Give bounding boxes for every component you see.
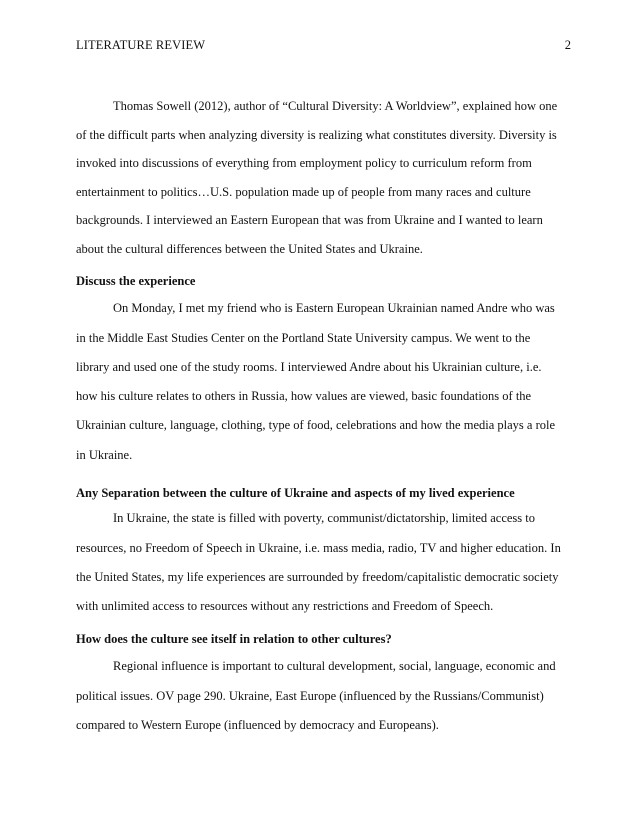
paragraph-line: Thomas Sowell (2012), author of “Cultural Diversity: A Worldview”, explained how one — [113, 99, 558, 113]
section-heading: How does the culture see itself in relation to other cultures? — [76, 632, 392, 646]
paragraph-line: Regional influence is important to cultural development, social, language, economic and — [113, 659, 556, 673]
paragraph-line: entertainment to politics…U.S. population made up of people from many races and culture — [76, 185, 531, 199]
section-heading: Discuss the experience — [76, 274, 196, 288]
paragraph-line: in Ukraine. — [76, 448, 133, 462]
paragraph-line: On Monday, I met my friend who is Eastern European Ukrainian named Andre who was — [113, 301, 555, 315]
paragraph-line: resources, no Freedom of Speech in Ukraine, i.e. mass media, radio, TV and higher education. In — [76, 541, 561, 555]
paragraph-line: of the difficult parts when analyzing diversity is realizing what constitutes diversity. Diversity is — [76, 128, 557, 142]
paragraph-line: library and used one of the study rooms. I interviewed Andre about his Ukrainian culture, i.e. — [76, 360, 542, 374]
paragraph-line: Ukrainian culture, language, clothing, type of food, celebrations and how the media plays a role — [76, 418, 556, 432]
paragraph-line: compared to Western Europe (influenced by democracy and Europeans). — [76, 718, 439, 732]
running-head: LITERATURE REVIEW — [76, 38, 206, 52]
paragraph-line: political issues. OV page 290. Ukraine, East Europe (influenced by the Russians/Communist) — [76, 689, 544, 703]
paragraph-line: In Ukraine, the state is filled with poverty, communist/dictatorship, limited access to — [113, 511, 536, 525]
paragraph-line: how his culture relates to others in Russia, how values are viewed, basic foundations of the — [76, 389, 532, 403]
paragraph-line: the United States, my life experiences are surrounded by freedom/capitalistic democratic society — [76, 570, 559, 584]
paragraph-line: in the Middle East Studies Center on the Portland State University campus. We went to the — [76, 331, 531, 345]
paragraph-line: with unlimited access to resources without any restrictions and Freedom of Speech. — [76, 599, 494, 613]
paragraph-line: about the cultural differences between the United States and Ukraine. — [76, 242, 423, 256]
paragraph-line: invoked into discussions of everything from employment policy to curriculum reform from — [76, 156, 532, 170]
section-heading: Any Separation between the culture of Ukraine and aspects of my lived experience — [76, 486, 515, 500]
page-number: 2 — [564, 38, 571, 52]
paragraph-line: backgrounds. I interviewed an Eastern European that was from Ukraine and I wanted to learn — [76, 213, 543, 227]
